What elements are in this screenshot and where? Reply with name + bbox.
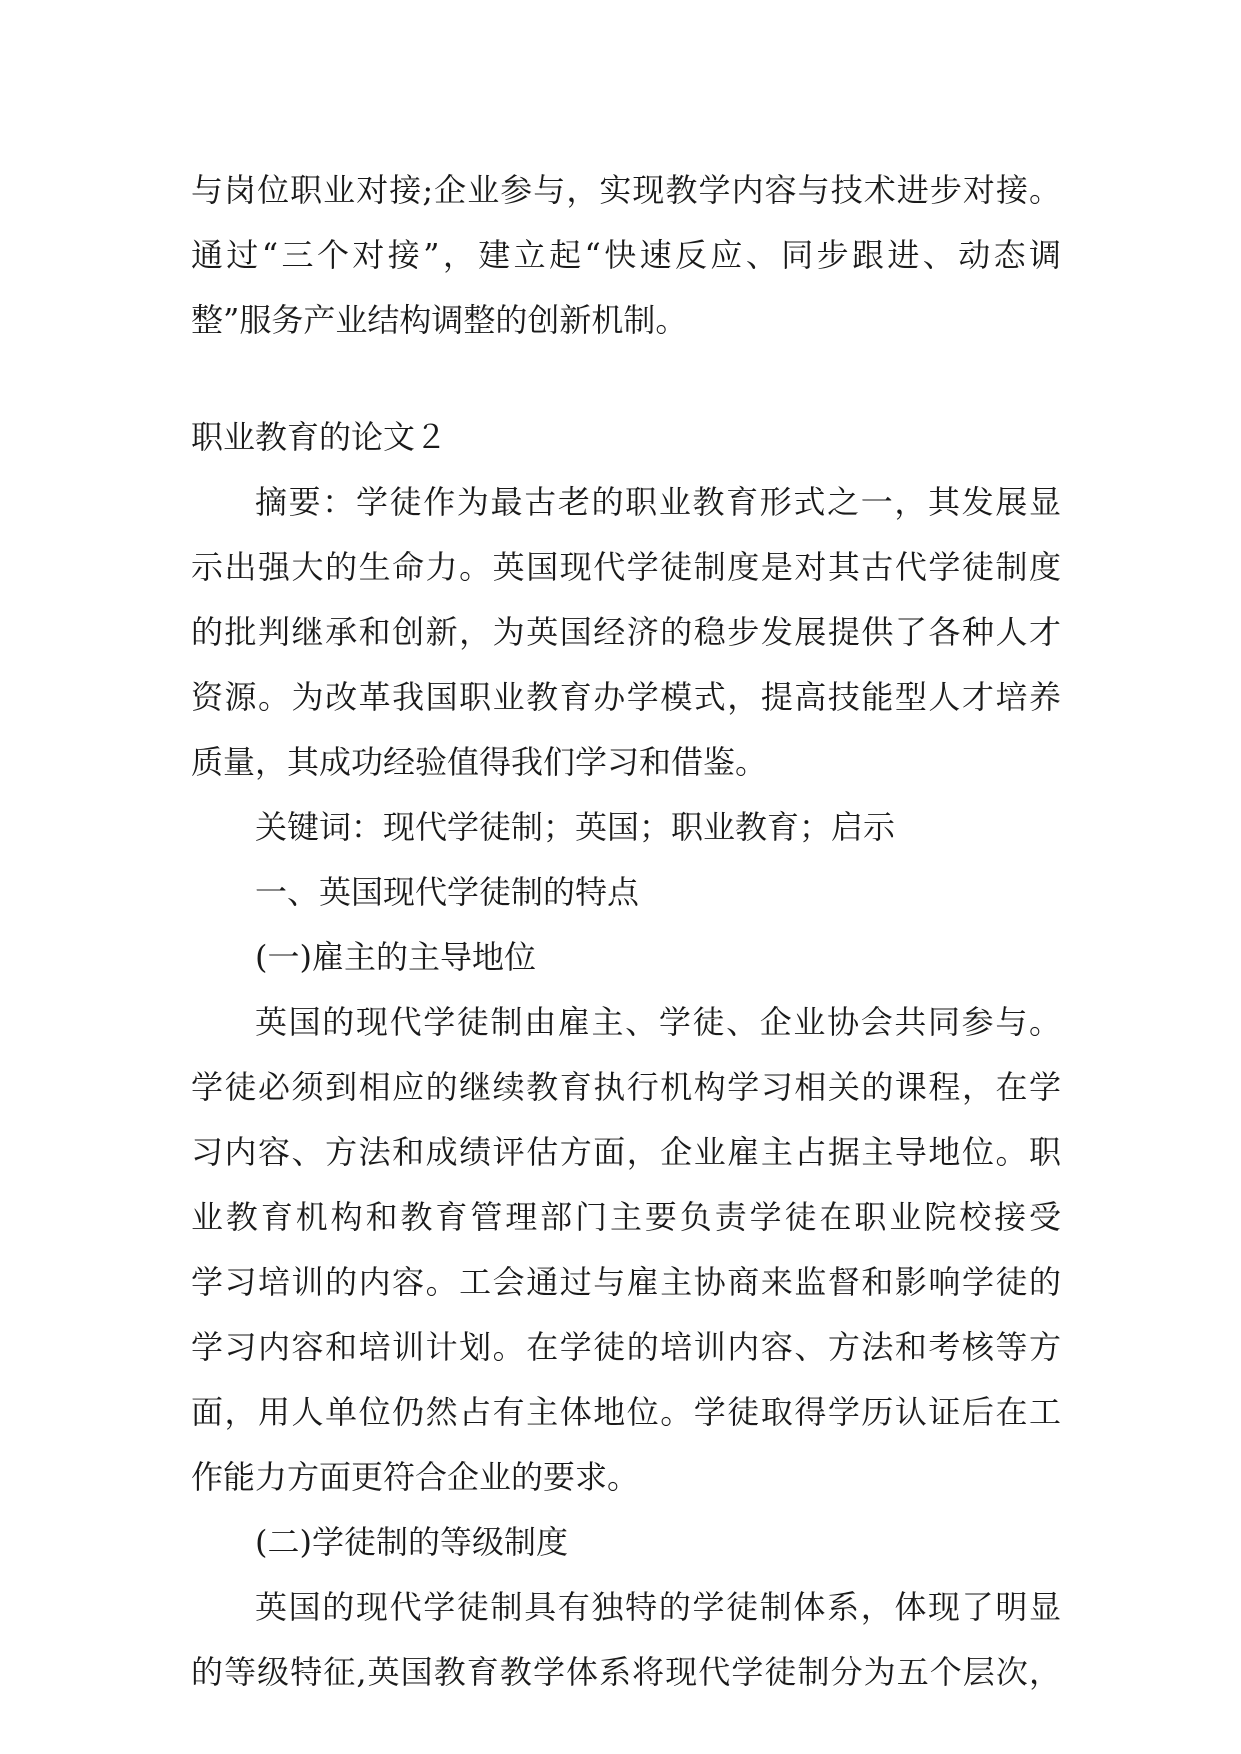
paragraph-line: 英国的现代学徒制由雇主、学徒、企业协会共同参与。 <box>255 1003 1061 1041</box>
heading-1: 一、英国现代学徒制的特点 <box>255 873 640 911</box>
abstract-line: 质量，其成功经验值得我们学习和借鉴。 <box>191 743 768 781</box>
abstract-line: 的批判继承和创新，为英国经济的稳步发展提供了各种人才 <box>191 613 1061 651</box>
paragraph-line: 学习内容和培训计划。在学徒的培训内容、方法和考核等方 <box>191 1328 1061 1366</box>
paragraph-line: 英国的现代学徒制具有独特的学徒制体系，体现了明显 <box>255 1588 1061 1626</box>
paragraph-line: 学习培训的内容。工会通过与雇主协商来监督和影响学徒的 <box>191 1263 1061 1301</box>
paragraph-line: 面，用人单位仍然占有主体地位。学徒取得学历认证后在工 <box>191 1393 1061 1431</box>
body-line: 通过“三个对接”，建立起“快速反应、同步跟进、动态调 <box>191 236 1061 274</box>
abstract-line: 摘要：学徒作为最古老的职业教育形式之一，其发展显 <box>255 483 1061 521</box>
section-gap <box>191 353 1061 405</box>
paragraph-line: 作能力方面更符合企业的要求。 <box>191 1458 640 1496</box>
paragraph-line: 习内容、方法和成绩评估方面，企业雇主占据主导地位。职 <box>191 1133 1061 1171</box>
keywords-line: 关键词：现代学徒制；英国；职业教育；启示 <box>255 808 896 846</box>
paragraph-line: 的等级特征,英国教育教学体系将现代学徒制分为五个层次， <box>191 1653 1061 1691</box>
subheading-1: (一)雇主的主导地位 <box>255 938 536 976</box>
document-body <box>191 158 1061 1705</box>
abstract-line: 示出强大的生命力。英国现代学徒制度是对其古代学徒制度 <box>191 548 1061 586</box>
paragraph-line: 业教育机构和教育管理部门主要负责学徒在职业院校接受 <box>191 1198 1061 1236</box>
body-line: 与岗位职业对接;企业参与，实现教学内容与技术进步对接。 <box>191 171 1061 209</box>
subheading-2: (二)学徒制的等级制度 <box>255 1523 568 1561</box>
abstract-line: 资源。为改革我国职业教育办学模式，提高技能型人才培养 <box>191 678 1061 716</box>
body-line: 整”服务产业结构调整的创新机制。 <box>191 301 688 339</box>
section-title: 职业教育的论文２ <box>191 418 448 456</box>
paragraph-line: 学徒必须到相应的继续教育执行机构学习相关的课程，在学 <box>191 1068 1061 1106</box>
